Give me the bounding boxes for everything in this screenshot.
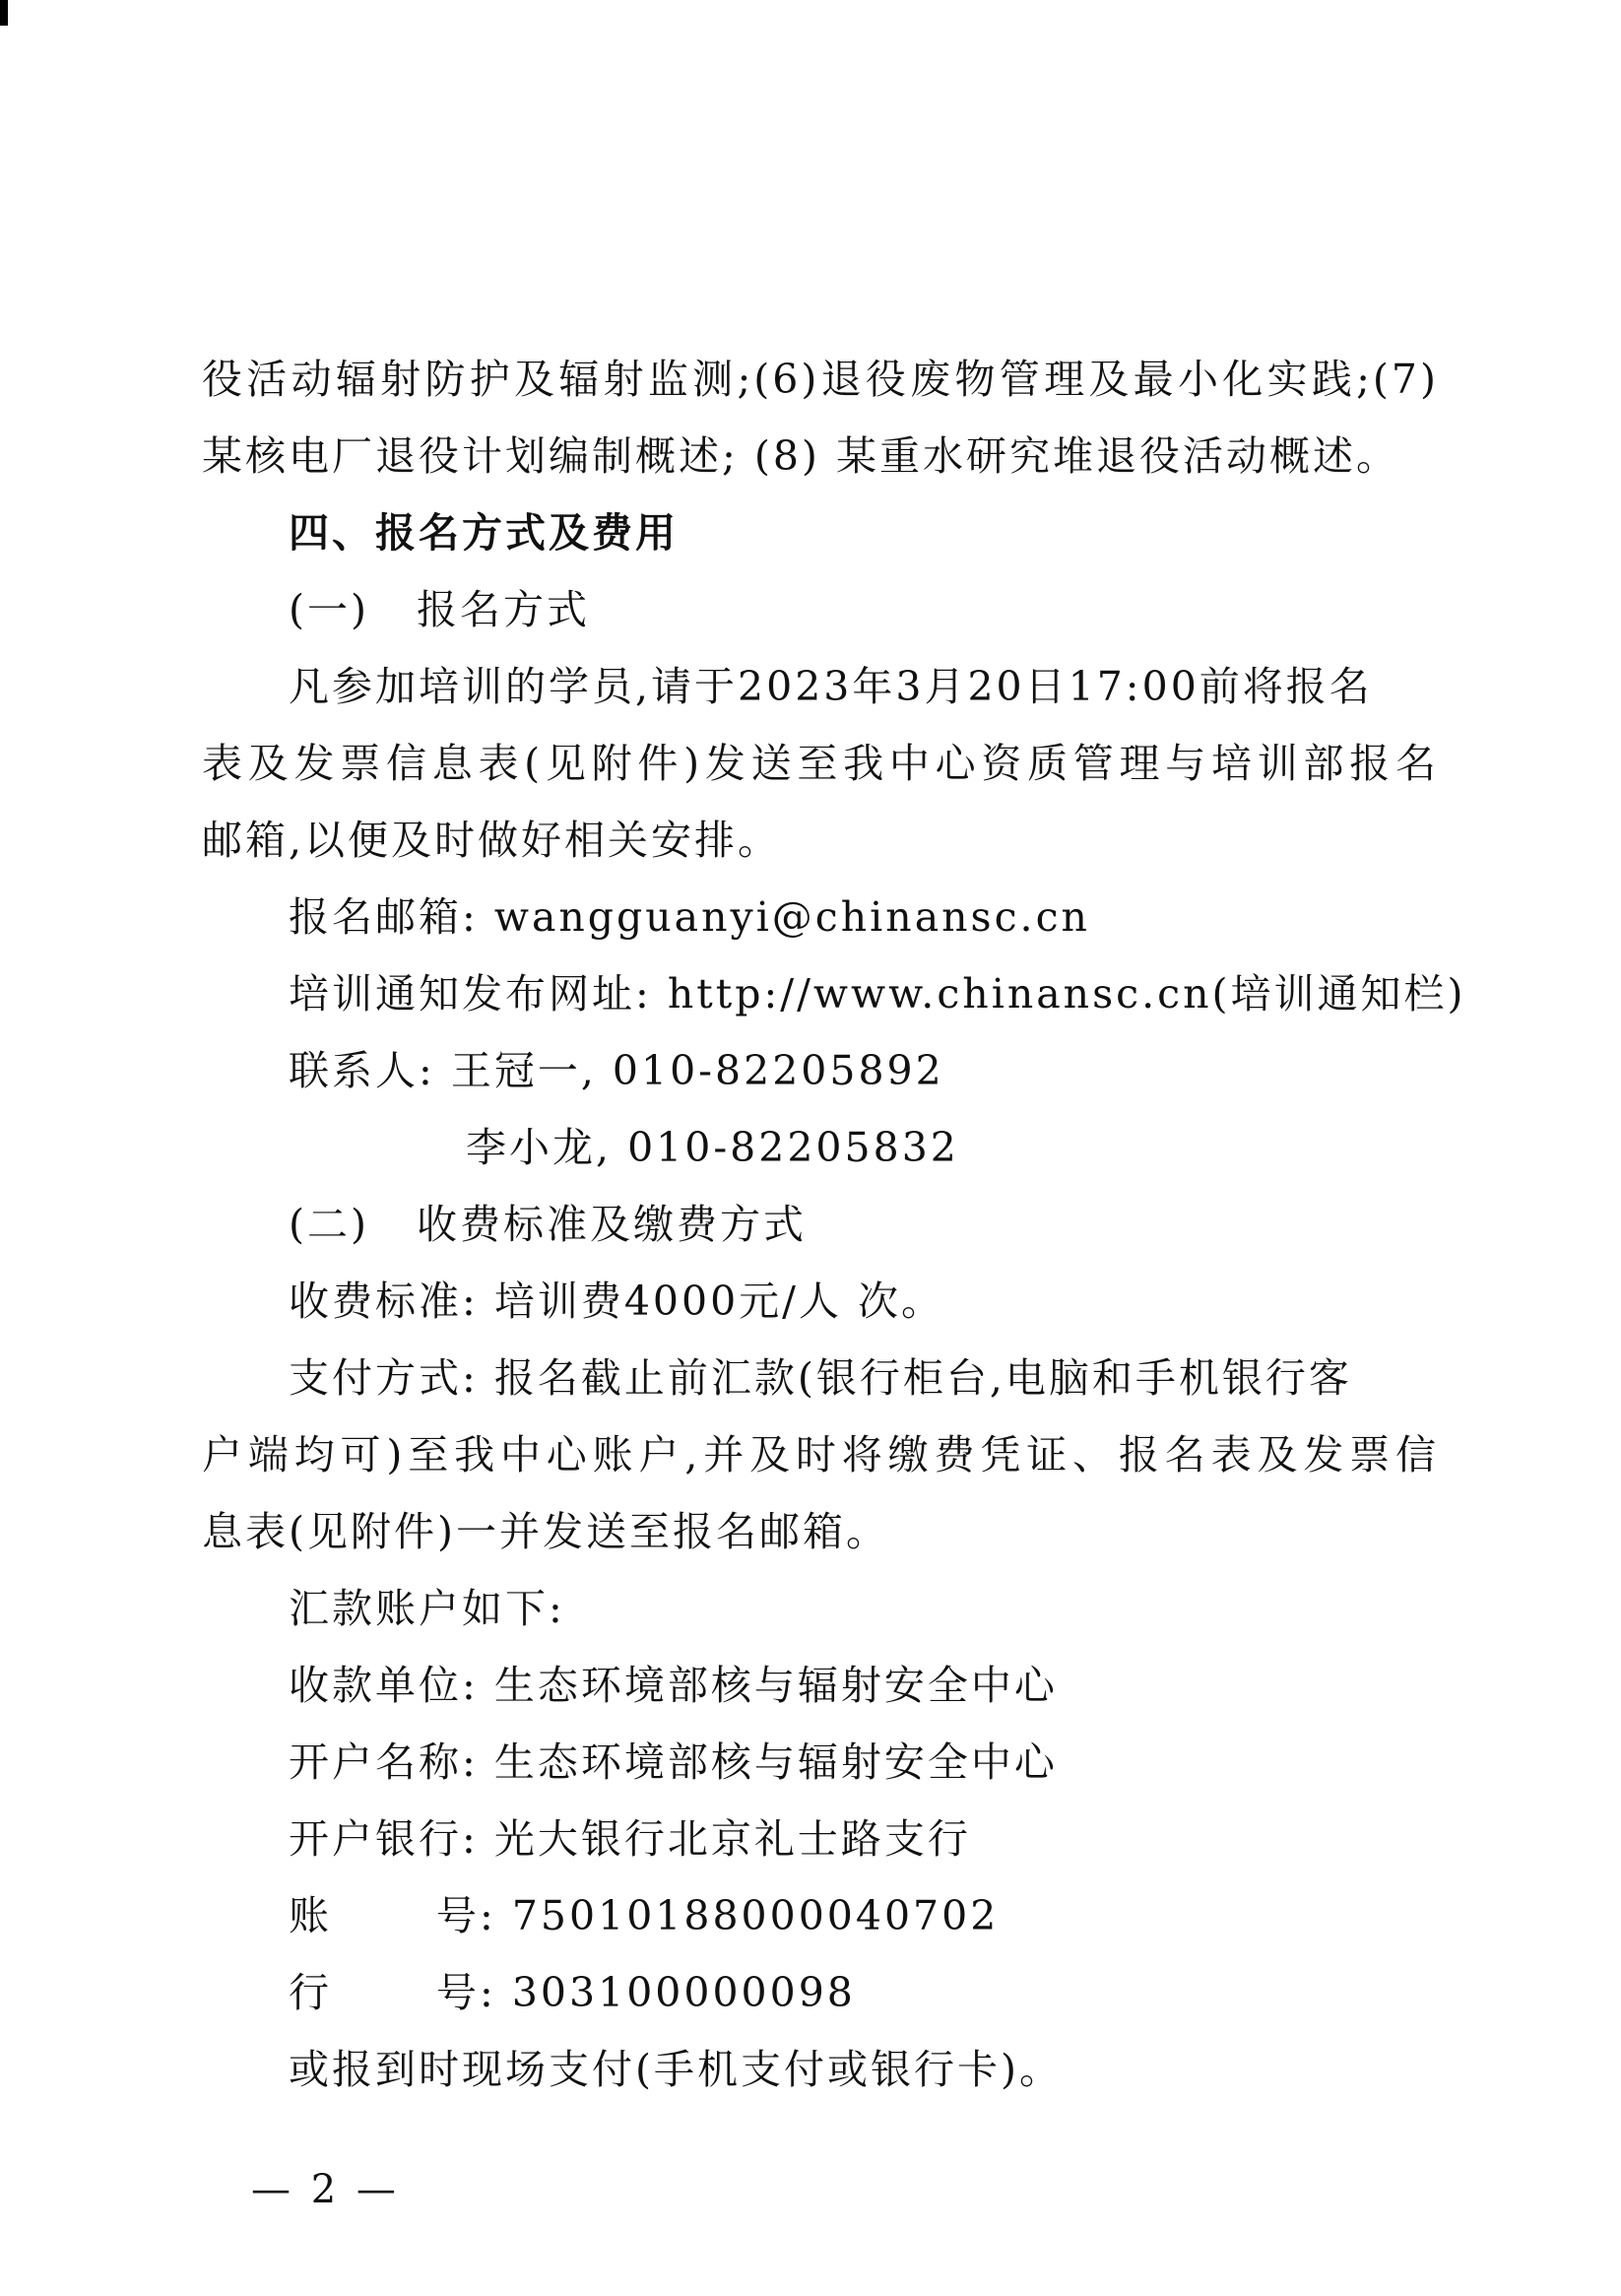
subsection-heading	[202, 1186, 1453, 1263]
contact-person: 联系人: 王冠一, 010-82205892	[289, 1047, 944, 1094]
bank-code-label-char: 行	[289, 1969, 332, 2016]
contact-person: 李小龙, 010-82205832	[466, 1124, 959, 1171]
subsection-number: (二)	[289, 1201, 369, 1248]
paragraph-line: 或报到时现场支付(手机支付或银行卡)。	[289, 2046, 1063, 2093]
subsection-title: 收费标准及缴费方式	[417, 1201, 807, 1248]
fee-standard: 收费标准: 培训费4000元/人 次。	[289, 1278, 945, 1325]
signup-email: 报名邮箱: wangguanyi@chinansc.cn	[289, 893, 1090, 941]
paragraph-line: 凡参加培训的学员,请于2023年3月20日17:00前将报名	[289, 663, 1373, 710]
subsection-number: (一)	[289, 586, 369, 633]
subsection-title: 报名方式	[417, 586, 590, 633]
paragraph-line: 息表(见附件)一并发送至报名邮箱。	[202, 1508, 889, 1555]
paragraph-line: 某核电厂退役计划编制概述; (8) 某重水研究堆退役活动概述。	[202, 432, 1399, 480]
document-body	[202, 341, 1466, 2108]
paragraph-line: 表及发票信息表(见附件)发送至我中心资质管理与培训部报名	[202, 740, 1439, 787]
account-number	[202, 1877, 1453, 1954]
account-number-value: 号: 75010188000040702	[436, 1892, 1000, 1939]
account-number-label-char: 账	[289, 1892, 332, 1939]
subsection-heading	[202, 571, 1453, 648]
paragraph-line: 支付方式: 报名截止前汇款(银行柜台,电脑和手机银行客	[289, 1354, 1352, 1402]
paragraph-line: 役活动辐射防护及辐射监测;(6)退役废物管理及最小化实践;(7)	[202, 356, 1439, 403]
section-heading: 四、报名方式及费用	[289, 509, 679, 557]
paragraph-line: 邮箱,以便及时做好相关安排。	[202, 817, 782, 864]
scan-corner-mark	[0, 0, 8, 26]
paragraph-line: 户端均可)至我中心账户,并及时将缴费凭证、报名表及发票信	[202, 1431, 1439, 1478]
bank-code-value: 号: 303100000098	[436, 1969, 856, 2016]
page-number: — 2 —	[251, 2167, 400, 2212]
bank-code	[202, 1954, 1453, 2031]
account-intro: 汇款账户如下:	[289, 1585, 565, 1632]
account-name: 开户名称: 生态环境部核与辐射安全中心	[289, 1738, 1058, 1786]
notice-url: 培训通知发布网址: http://www.chinansc.cn(培训通知栏)	[289, 970, 1466, 1017]
payee-unit: 收款单位: 生态环境部核与辐射安全中心	[289, 1662, 1058, 1709]
bank-name: 开户银行: 光大银行北京礼士路支行	[289, 1815, 971, 1863]
